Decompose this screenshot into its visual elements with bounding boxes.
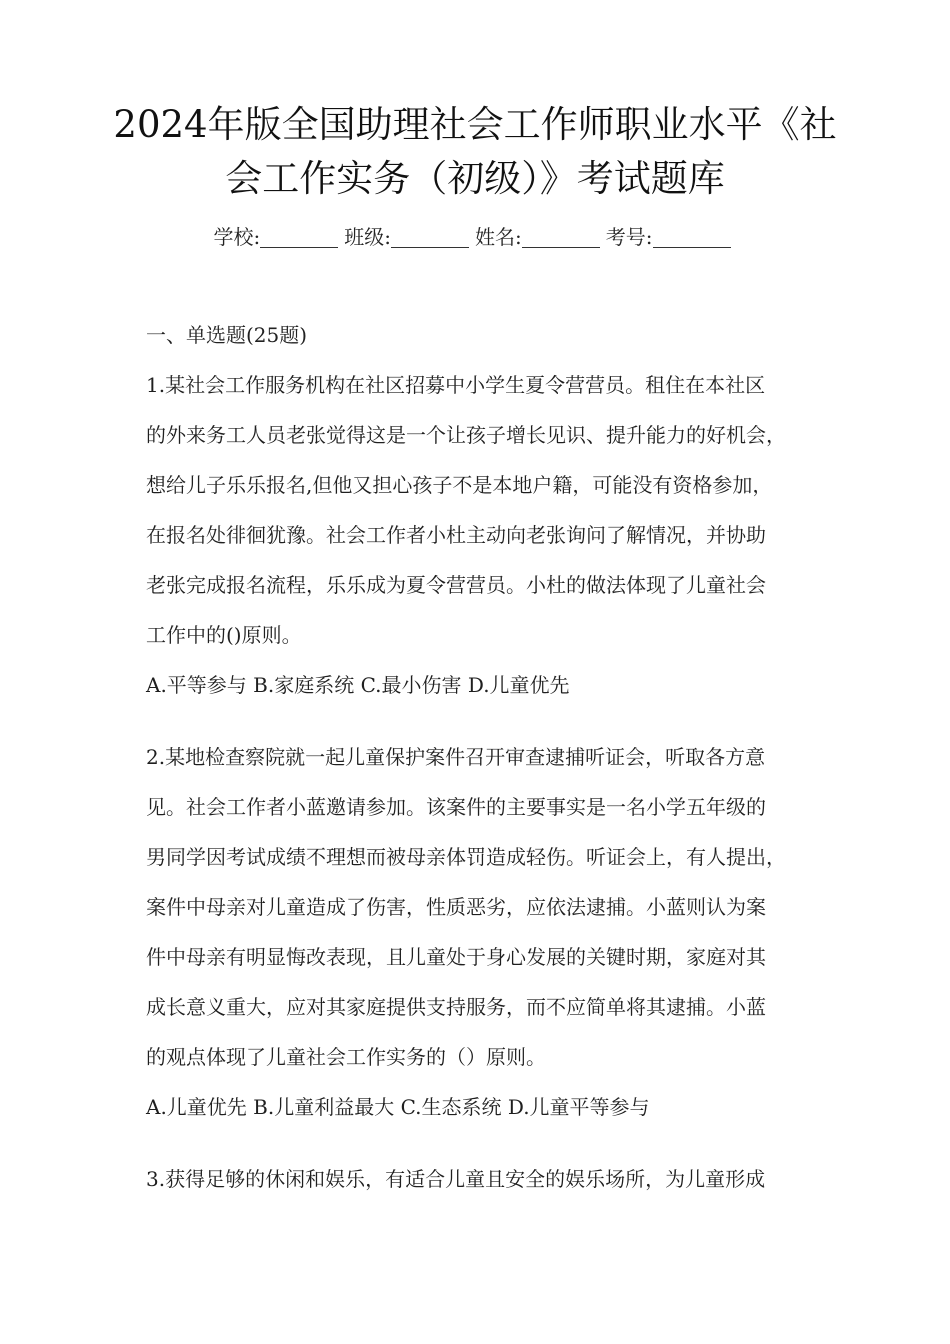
name-blank (522, 227, 600, 248)
class-blank (391, 227, 469, 248)
document-title-line-2: 会工作实务（初级）》考试题库 (225, 157, 725, 200)
name-label: 姓名: (475, 225, 522, 249)
question-2-line-6: 成长意义重大，应对其家庭提供支持服务，而不应简单将其逮捕。小蓝 (146, 995, 766, 1019)
student-info-row (0, 222, 950, 252)
exam-number-blank (653, 227, 731, 248)
exam-number-label: 考号: (605, 225, 653, 249)
question-2-line-5: 件中母亲有明显悔改表现，且儿童处于身心发展的关键时期，家庭对其 (146, 945, 766, 969)
question-1-options: A.平等参与 B.家庭系统 C.最小伤害 D.儿童优先 (146, 673, 570, 697)
question-1-line-2: 的外来务工人员老张觉得这是一个让孩子增长见识、提升能力的好机会， (146, 423, 786, 447)
question-1-line-1: 1.某社会工作服务机构在社区招募中小学生夏令营营员。租住在本社区 (146, 373, 766, 397)
question-2-line-2: 见。社会工作者小蓝邀请参加。该案件的主要事实是一名小学五年级的 (146, 795, 766, 819)
question-1-line-5: 老张完成报名流程，乐乐成为夏令营营员。小杜的做法体现了儿童社会 (146, 573, 766, 597)
question-1-line-4: 在报名处徘徊犹豫。社会工作者小杜主动向老张询问了解情况，并协助 (146, 523, 766, 547)
document-title-line-1: 2024年版全国助理社会工作师职业水平《社 (113, 103, 837, 146)
school-blank (260, 227, 338, 248)
question-3-line-1: 3.获得足够的休闲和娱乐，有适合儿童且安全的娱乐场所，为儿童形成 (146, 1167, 766, 1191)
question-1-line-6: 工作中的()原则。 (146, 623, 302, 647)
question-2-options: A.儿童优先 B.儿童利益最大 C.生态系统 D.儿童平等参与 (146, 1095, 650, 1119)
question-2-line-1: 2.某地检查察院就一起儿童保护案件召开审查逮捕听证会，听取各方意 (146, 745, 766, 769)
class-label: 班级: (344, 225, 391, 249)
school-label: 学校: (213, 225, 261, 249)
question-2-line-4: 案件中母亲对儿童造成了伤害，性质恶劣，应依法逮捕。小蓝则认为案 (146, 895, 766, 919)
question-2-line-3: 男同学因考试成绩不理想而被母亲体罚造成轻伤。听证会上，有人提出， (146, 845, 786, 869)
section-heading: 一、单选题(25题) (146, 323, 308, 347)
question-1-line-3: 想给儿子乐乐报名,但他又担心孩子不是本地户籍，可能没有资格参加， (146, 473, 773, 497)
question-2-line-7: 的观点体现了儿童社会工作实务的（）原则。 (146, 1045, 546, 1069)
